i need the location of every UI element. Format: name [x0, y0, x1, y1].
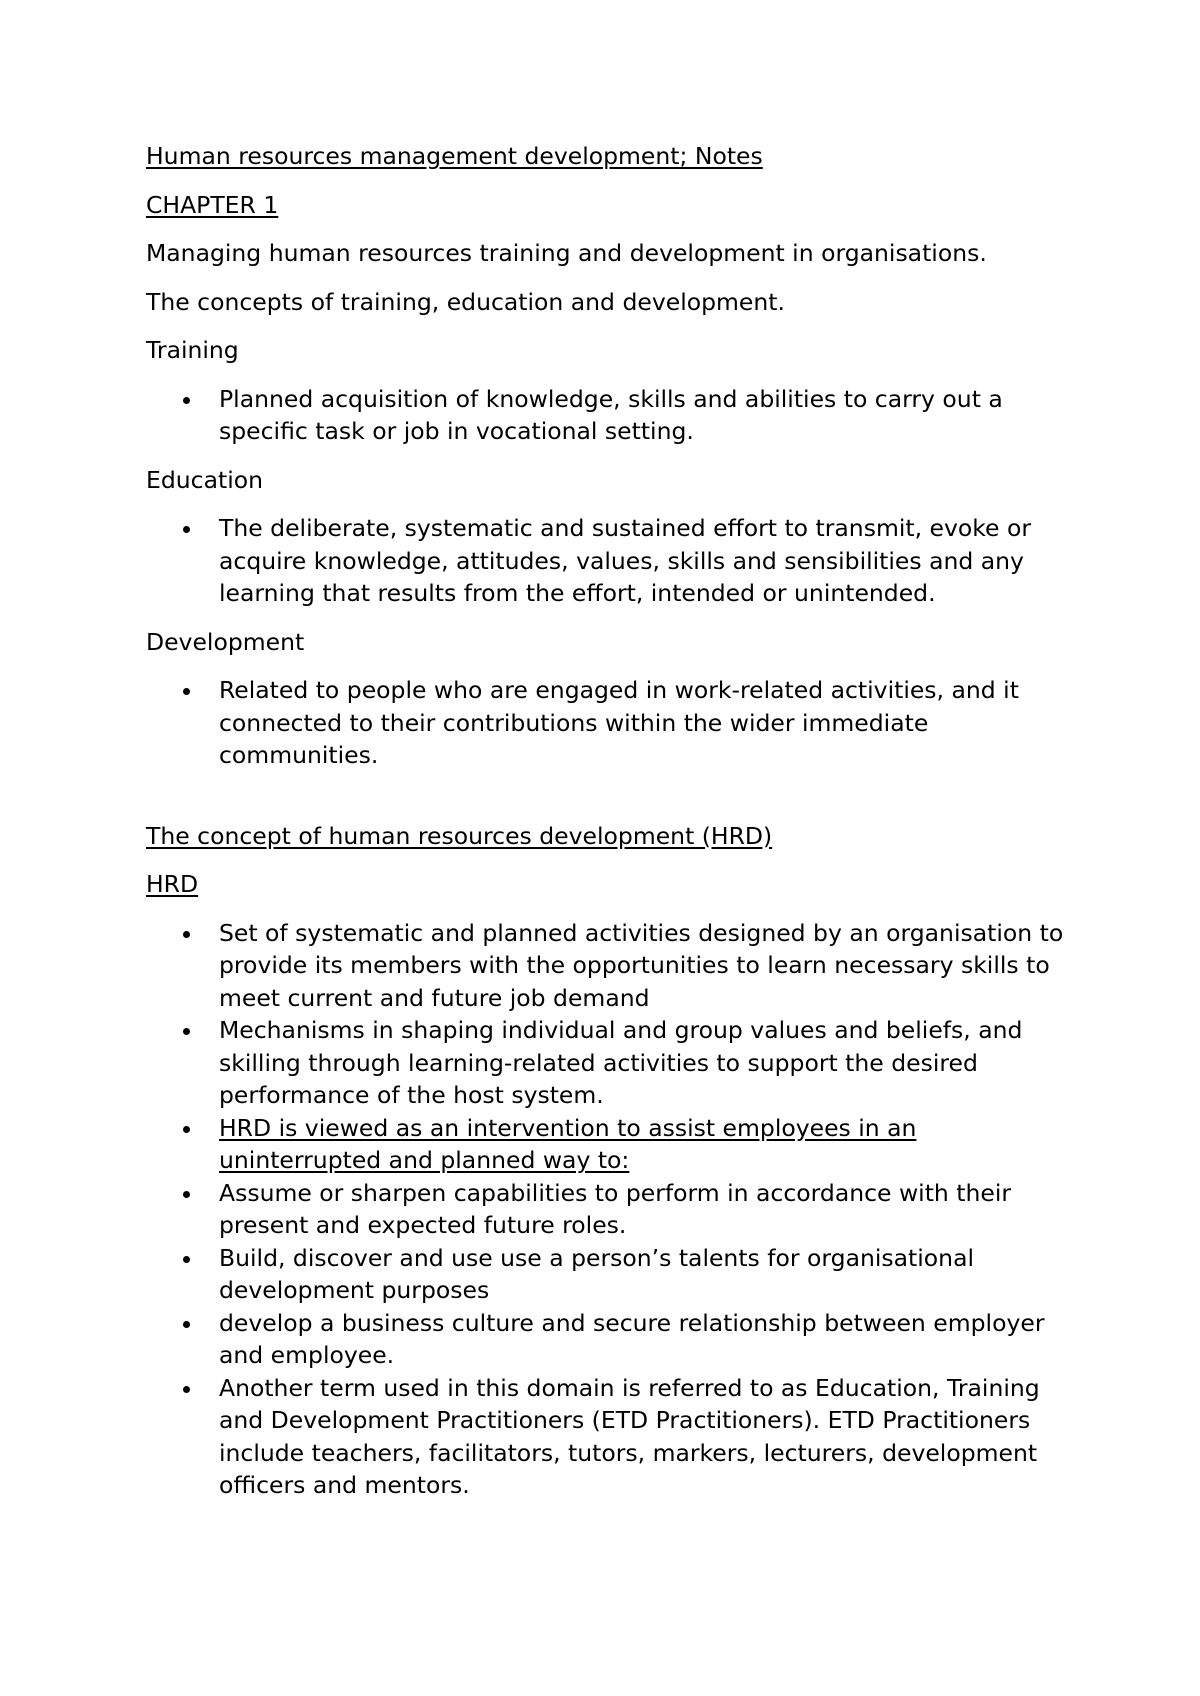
list-item	[146, 1307, 1076, 1372]
bullet-icon	[183, 688, 190, 695]
chapter-subtitle: Managing human resources training and development in organisations.	[146, 239, 987, 267]
document-title: Human resources management development; Notes	[146, 142, 763, 170]
training-heading: Training	[146, 336, 239, 364]
list-item-text: Another term used in this domain is referred to as Education, Training and Development Practitioners (ETD Practitioners). ETD Practitioners include teachers, facilitators, tutors, markers, lecturers, development officers and mentors.	[219, 1373, 1040, 1499]
bullet-icon	[183, 1321, 190, 1328]
education-heading: Education	[146, 465, 263, 494]
list-item-text: develop a business culture and secure relationship between employer and employee.	[219, 1308, 1045, 1369]
training-bullet-list	[146, 383, 1076, 448]
bullet-icon	[183, 1386, 190, 1393]
hrd-concept-heading: The concept of human resources development (HRD)	[146, 821, 773, 850]
list-item-text: Build, discover and use use a person’s talents for organisational development purposes	[219, 1243, 974, 1304]
list-item	[146, 1112, 1076, 1177]
list-item-text: HRD is viewed as an intervention to assist employees in an uninterrupted and planned way to:	[219, 1113, 917, 1174]
list-item	[146, 674, 1076, 772]
development-bullet-list	[146, 674, 1076, 772]
list-item-text: Mechanisms in shaping individual and group values and beliefs, and skilling through learning-related activities to support the desired performance of the host system.	[219, 1016, 1023, 1109]
bullet-icon	[183, 931, 190, 938]
education-bullet-list	[146, 512, 1076, 610]
list-item	[146, 917, 1076, 1015]
list-item	[146, 1177, 1076, 1242]
hrd-heading: HRD	[146, 870, 199, 898]
list-item-text: Related to people who are engaged in work-related activities, and it connected to their contributions within the wider immediate communities.	[219, 676, 1019, 769]
blank-line	[146, 788, 1076, 820]
list-item	[146, 1014, 1076, 1112]
list-item-text: Planned acquisition of knowledge, skills and abilities to carry out a specific task or job in vocational setting.	[219, 384, 1003, 445]
concepts-intro: The concepts of training, education and development.	[146, 287, 785, 316]
bullet-icon	[183, 1256, 190, 1263]
hrd-bullet-list	[146, 917, 1076, 1502]
list-item	[146, 1372, 1076, 1502]
bullet-icon	[183, 1191, 190, 1198]
list-item-text: The deliberate, systematic and sustained effort to transmit, evoke or acquire knowledge, attitudes, values, skills and sensibilities and any learning that results from the effort, intended or unintended.	[219, 514, 1032, 607]
bullet-icon	[183, 397, 190, 404]
bullet-icon	[183, 1028, 190, 1035]
list-item	[146, 512, 1076, 610]
list-item-text: Assume or sharpen capabilities to perform in accordance with their present and expected future roles.	[219, 1178, 1012, 1239]
chapter-heading: CHAPTER 1	[146, 190, 279, 219]
list-item	[146, 1242, 1076, 1307]
list-item	[146, 383, 1076, 448]
bullet-icon	[183, 526, 190, 533]
development-heading: Development	[146, 627, 305, 656]
list-item-text: Set of systematic and planned activities designed by an organisation to provide its members with the opportunities to learn necessary skills to meet current and future job demand	[219, 918, 1064, 1012]
document-page	[146, 140, 1076, 1502]
bullet-icon	[183, 1126, 190, 1133]
